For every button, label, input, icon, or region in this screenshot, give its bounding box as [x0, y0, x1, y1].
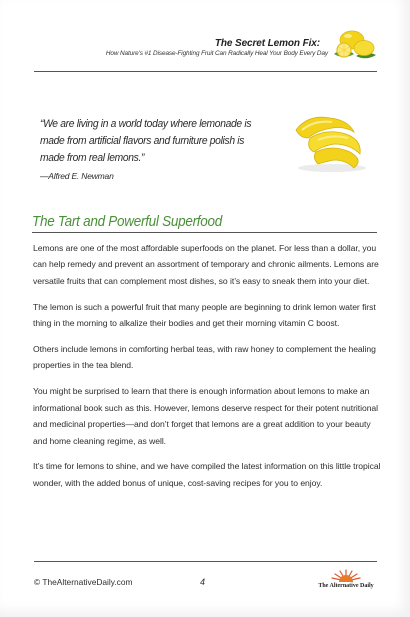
logo-text: The Alternative Daily	[318, 583, 374, 589]
body-text	[33, 240, 383, 501]
book-title: The Secret Lemon Fix:	[214, 38, 320, 49]
quote-author: —Alfred E. Newman	[40, 171, 114, 181]
section-divider	[32, 232, 377, 233]
paragraph: Lemons are one of the most affordable superfoods on the planet. For less than a dollar, you can help remedy and prevent an assortment of temporary and chronic ailments. Lemons are versatile fruits that can complement most dishes, so it’s easy to sneak them into your diet.	[33, 243, 379, 286]
lemons-illustration	[330, 24, 378, 64]
paragraph: The lemon is such a powerful fruit that many people are beginning to drink lemon water first thing in the morning to alkalize their bodies and get their morning vitamin C boost.	[33, 301, 376, 329]
paragraph: It’s time for lemons to shine, and we have compiled the latest information on this little tropical wonder, with the added bonus of unique, cost-saving recipes for you to enjoy.	[33, 461, 381, 488]
sunrise-icon	[314, 567, 378, 583]
header-divider	[34, 71, 377, 72]
section-heading: The Tart and Powerful Superfood	[32, 213, 223, 230]
paragraph: You might be surprised to learn that there is enough information about lemons to make an informational book such as this. However, lemons deserve respect for their potent nutritional and medicinal properties—and don’t forget that lemons are a great addition to your beauty and home cleaning regime, as well.	[33, 386, 379, 446]
lemon-peel-image	[288, 108, 372, 174]
footer-copyright: © TheAlternativeDaily.com	[34, 577, 133, 587]
opening-quote: “We are living in a world today where lemonade is made from artificial flavors and furniture polish is made from real lemons.”	[40, 118, 252, 164]
book-subtitle: How Nature's #1 Disease-Fighting Fruit Can Radically Heal Your Body Every Day	[105, 50, 328, 57]
footer-divider	[34, 561, 377, 562]
paragraph: Others include lemons in comforting herbal teas, with raw honey to complement the healing properties in the tea blend.	[33, 344, 376, 371]
alternative-daily-logo	[314, 567, 378, 593]
page-number: 4	[200, 577, 206, 587]
